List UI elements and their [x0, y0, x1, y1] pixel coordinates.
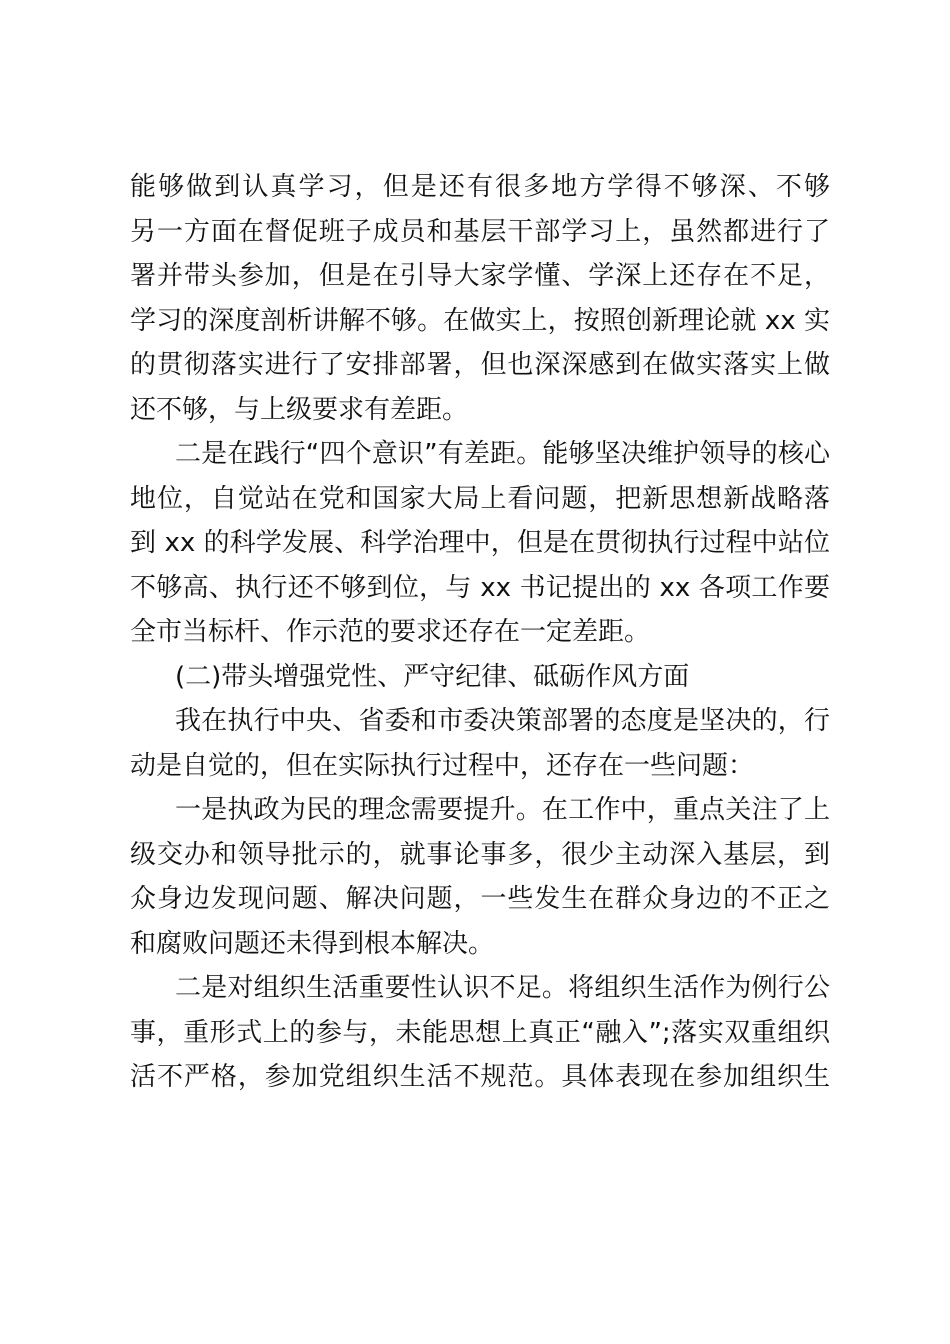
paragraph-line: 署并带头参加，但是在引导大家学懂、学深上还存在不足，	[130, 261, 830, 291]
paragraph-line: 地位，自觉站在党和国家大局上看问题，把新思想新战略落	[130, 483, 830, 514]
paragraph-line: 一是执政为民的理念需要提升。在工作中，重点关注了上	[175, 795, 830, 825]
paragraph-line: 众身边发现问题、解决问题，一些发生在群众身边的不正之	[130, 884, 830, 914]
paragraph-line: 还不够，与上级要求有差距。	[130, 394, 469, 425]
paragraph-line: 学习的深度剖析讲解不够。在做实上，按照创新理论就 xx 实	[130, 305, 830, 336]
paragraph-line: 事，重形式上的参与，未能思想上真正“融入”;落实双重组织	[130, 1017, 830, 1048]
paragraph-line: 不够高、执行还不够到位，与 xx 书记提出的 xx 各项工作要	[130, 572, 830, 603]
paragraph-line: 另一方面在督促班子成员和基层干部学习上，虽然都进行了	[130, 216, 830, 247]
paragraph-line: 能够做到认真学习，但是还有很多地方学得不够深、不够	[130, 172, 830, 202]
paragraph-line: 到 xx 的科学发展、科学治理中，但是在贯彻执行过程中站位	[130, 528, 830, 558]
paragraph-line: 全市当标杆、作示范的要求还存在一定差距。	[130, 617, 651, 647]
paragraph-line: 的贯彻落实进行了安排部署，但也深深感到在做实落实上做	[130, 350, 830, 380]
paragraph-line: 活不严格，参加党组织生活不规范。具体表现在参加组织生	[130, 1062, 830, 1092]
paragraph-line: 级交办和领导批示的，就事论事多，很少主动深入基层，到	[130, 839, 830, 870]
paragraph-line: 动是自觉的，但在实际执行过程中，还存在一些问题：	[130, 750, 755, 781]
document-body	[130, 165, 830, 1100]
paragraph-line: 我在执行中央、省委和市委决策部署的态度是坚决的，行	[175, 706, 830, 736]
paragraph-line: 二是在践行“四个意识”有差距。能够坚决维护领导的核心	[175, 439, 830, 469]
paragraph-line: 和腐败问题还未得到根本解决。	[130, 928, 495, 959]
paragraph-line: 二是对组织生活重要性认识不足。将组织生活作为例行公	[175, 973, 830, 1003]
section-heading: (二)带头增强党性、严守纪律、砥砺作风方面	[175, 661, 690, 692]
